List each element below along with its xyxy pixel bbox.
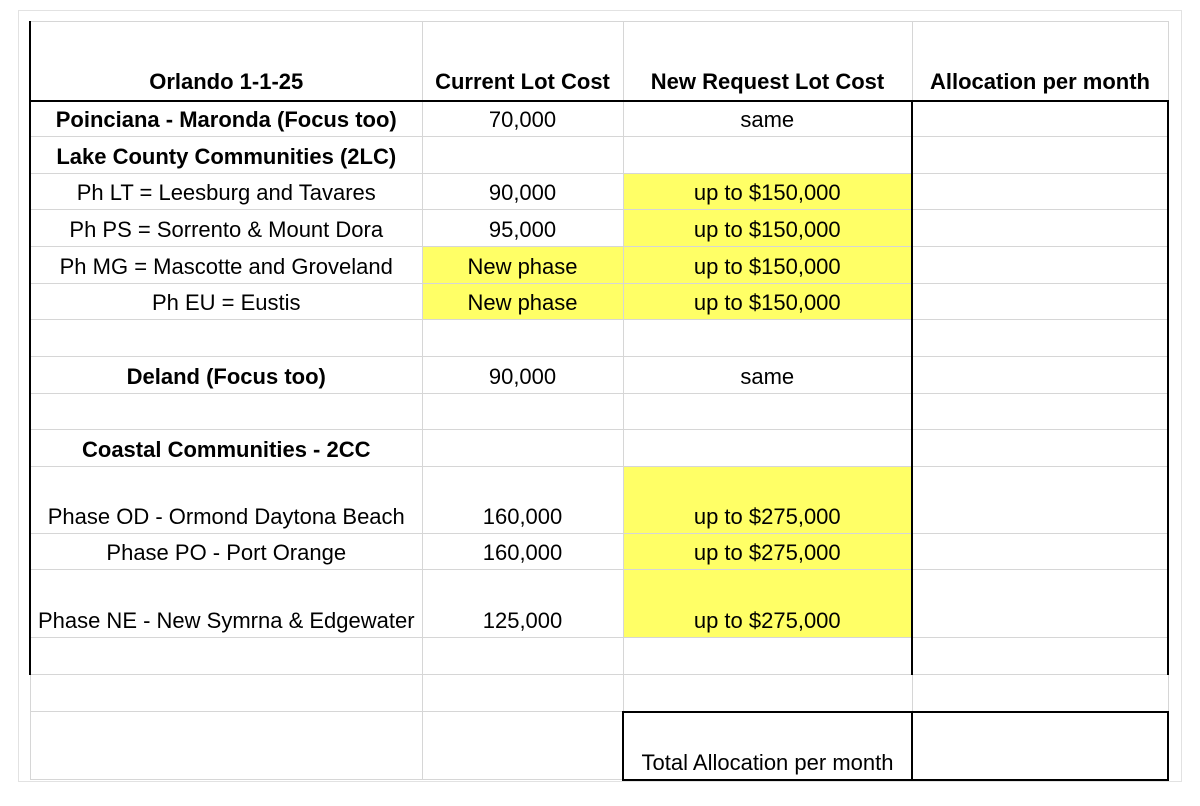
new-cost-cell[interactable] [623,675,912,712]
new-cost-cell[interactable]: up to $150,000 [623,174,912,210]
table-row [30,210,1168,247]
label-cell[interactable]: Poinciana - Maronda (Focus too) [30,101,422,137]
label-cell[interactable] [30,320,422,357]
table-row [30,284,1168,320]
table-row [30,534,1168,570]
label-cell[interactable]: Lake County Communities (2LC) [30,137,422,174]
table-row [30,467,1168,534]
new-cost-cell[interactable] [623,430,912,467]
current-cost-cell[interactable] [422,638,623,675]
current-cost-cell[interactable]: 160,000 [422,534,623,570]
label-cell[interactable]: Ph MG = Mascotte and Groveland [30,247,422,284]
allocation-cell[interactable] [912,174,1168,210]
current-lot-cost-header[interactable]: Current Lot Cost [422,22,623,101]
label-cell[interactable] [30,638,422,675]
new-cost-cell[interactable]: same [623,101,912,137]
allocation-cell[interactable] [912,534,1168,570]
current-cost-cell[interactable]: New phase [422,284,623,320]
new-cost-cell[interactable] [623,394,912,430]
new-cost-cell[interactable]: up to $275,000 [623,570,912,638]
current-cost-cell[interactable] [422,675,623,712]
new-request-lot-cost-header[interactable]: New Request Lot Cost [623,22,912,101]
current-cost-cell[interactable] [422,137,623,174]
new-cost-cell[interactable] [623,320,912,357]
label-cell[interactable] [30,712,422,780]
current-cost-cell[interactable]: 95,000 [422,210,623,247]
label-cell[interactable] [30,394,422,430]
label-cell[interactable]: Ph EU = Eustis [30,284,422,320]
new-cost-cell[interactable]: up to $275,000 [623,534,912,570]
current-cost-cell[interactable] [422,320,623,357]
header-row [30,22,1168,101]
table-row [30,101,1168,137]
allocation-cell[interactable] [912,638,1168,675]
current-cost-cell[interactable]: New phase [422,247,623,284]
allocation-cell[interactable] [912,570,1168,638]
table-row [30,638,1168,675]
current-cost-cell[interactable]: 70,000 [422,101,623,137]
table-row [30,570,1168,638]
new-cost-cell[interactable]: up to $150,000 [623,247,912,284]
label-cell[interactable]: Ph PS = Sorrento & Mount Dora [30,210,422,247]
current-cost-cell[interactable] [422,712,623,780]
label-cell[interactable]: Ph LT = Leesburg and Tavares [30,174,422,210]
allocation-cell[interactable] [912,101,1168,137]
total-allocation-label[interactable]: Total Allocation per month [623,712,912,780]
current-cost-cell[interactable]: 90,000 [422,357,623,394]
new-cost-cell[interactable]: up to $275,000 [623,467,912,534]
allocation-header[interactable]: Allocation per month [912,22,1168,101]
table-row [30,675,1168,712]
allocation-cell[interactable] [912,320,1168,357]
allocation-cell[interactable] [912,357,1168,394]
new-cost-cell[interactable]: up to $150,000 [623,284,912,320]
table-row [30,174,1168,210]
table-row [30,137,1168,174]
spreadsheet-sheet [18,10,1182,782]
new-cost-cell[interactable]: up to $150,000 [623,210,912,247]
allocation-cell[interactable] [912,210,1168,247]
lot-cost-table [29,21,1169,781]
current-cost-cell[interactable] [422,430,623,467]
allocation-cell[interactable] [912,430,1168,467]
current-cost-cell[interactable]: 90,000 [422,174,623,210]
table-row [30,430,1168,467]
new-cost-cell[interactable] [623,137,912,174]
table-row [30,320,1168,357]
allocation-cell[interactable] [912,675,1168,712]
current-cost-cell[interactable]: 125,000 [422,570,623,638]
label-cell[interactable]: Phase OD - Ormond Daytona Beach [30,467,422,534]
table-row [30,357,1168,394]
table-row [30,394,1168,430]
allocation-cell[interactable] [912,137,1168,174]
new-cost-cell[interactable]: same [623,357,912,394]
label-cell[interactable] [30,675,422,712]
allocation-cell[interactable] [912,247,1168,284]
label-cell[interactable]: Phase NE - New Symrna & Edgewater [30,570,422,638]
label-cell[interactable]: Deland (Focus too) [30,357,422,394]
allocation-cell[interactable] [912,284,1168,320]
table-row [30,247,1168,284]
allocation-cell[interactable] [912,394,1168,430]
total-allocation-value[interactable] [912,712,1168,780]
label-cell[interactable]: Phase PO - Port Orange [30,534,422,570]
label-cell[interactable]: Coastal Communities - 2CC [30,430,422,467]
current-cost-cell[interactable] [422,394,623,430]
title-cell[interactable]: Orlando 1-1-25 [30,22,422,101]
total-row [30,712,1168,780]
allocation-cell[interactable] [912,467,1168,534]
new-cost-cell[interactable] [623,638,912,675]
current-cost-cell[interactable]: 160,000 [422,467,623,534]
